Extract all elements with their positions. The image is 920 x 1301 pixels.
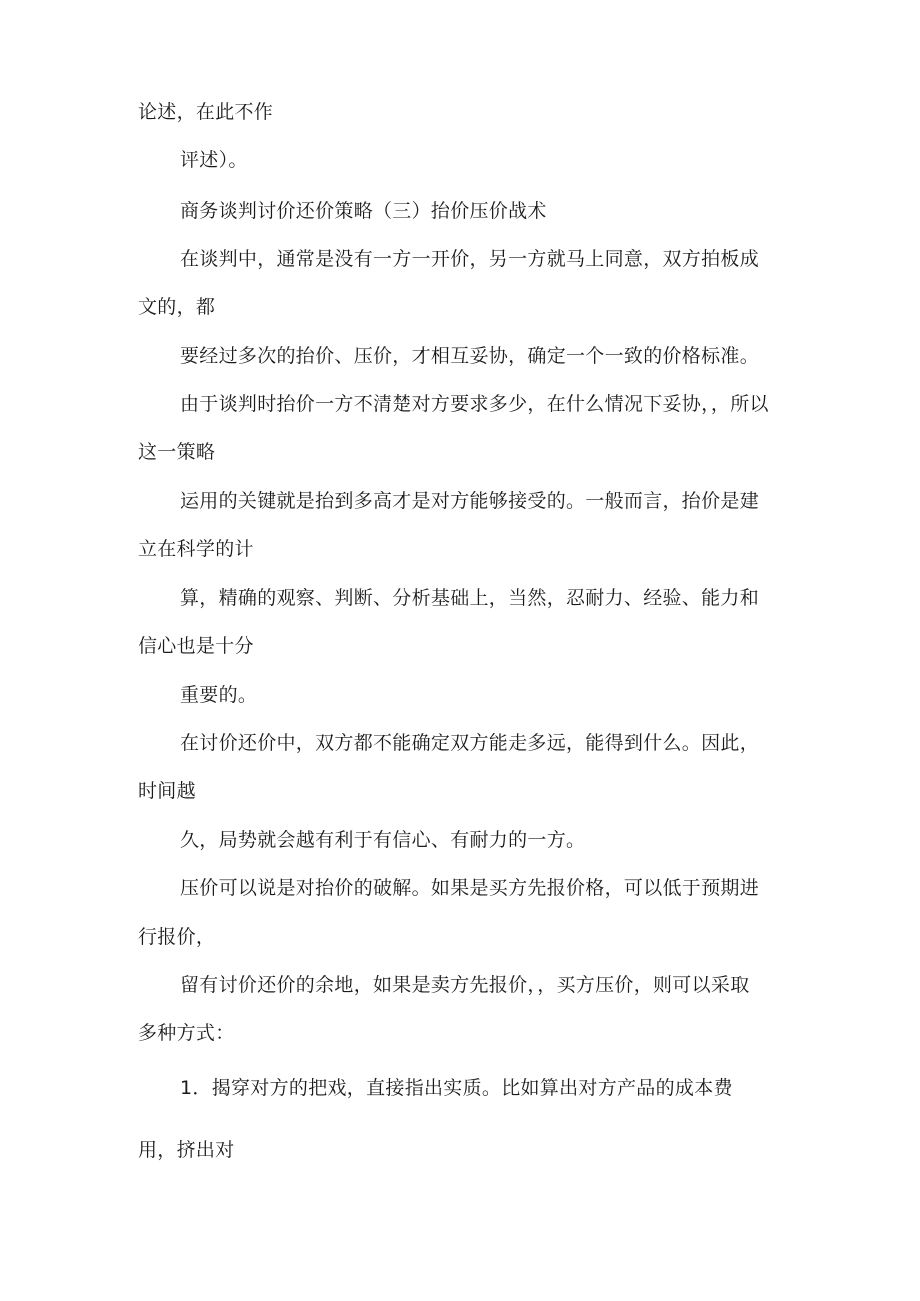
text-line-11: 算，精确的观察、判断、分析基础上，当然，忍耐力、经验、能力和: [180, 587, 760, 609]
text-line-17: 压价可以说是对抬价的破解。如果是买方先报价格，可以低于预期进: [180, 877, 760, 899]
text-line-7: 由于谈判时抬价一方不清楚对方要求多少，在什么情况下妥协，，所以: [180, 393, 769, 415]
section-heading: 商务谈判讨价还价策略（三）抬价压价战术: [180, 200, 547, 222]
text-line-2: 评述）。: [180, 149, 248, 171]
text-line-9: 运用的关键就是抬到多高才是对方能够接受的。一般而言，抬价是建: [180, 490, 760, 512]
text-line-22: 用，挤出对: [138, 1139, 235, 1161]
text-line-18: 行报价，: [138, 926, 216, 948]
text-line-15: 时间越: [138, 780, 196, 802]
text-line-20: 多种方式：: [138, 1022, 235, 1044]
text-line-19: 留有讨价还价的余地，如果是卖方先报价，，买方压价，则可以采取: [180, 974, 750, 996]
text-line-10: 立在科学的计: [138, 538, 254, 560]
text-line-13: 重要的。: [180, 684, 258, 706]
text-line-14: 在讨价还价中，双方都不能确定双方能走多远，能得到什么。因此，: [180, 732, 760, 754]
text-line-8: 这一策略: [138, 441, 216, 463]
list-item-1: 1．揭穿对方的把戏，直接指出实质。比如算出对方产品的成本费: [180, 1077, 733, 1099]
text-line-6: 要经过多次的抬价、压价，才相互妥协，确定一个一致的价格标准。: [180, 345, 760, 367]
text-line-12: 信心也是十分: [138, 635, 254, 657]
text-line-4: 在谈判中，通常是没有一方一开价，另一方就马上同意，双方拍板成: [180, 248, 760, 270]
text-line-1: 论述，在此不作: [138, 101, 274, 123]
text-line-5: 文的，都: [138, 296, 216, 318]
text-line-16: 久，局势就会越有利于有信心、有耐力的一方。: [180, 829, 586, 851]
